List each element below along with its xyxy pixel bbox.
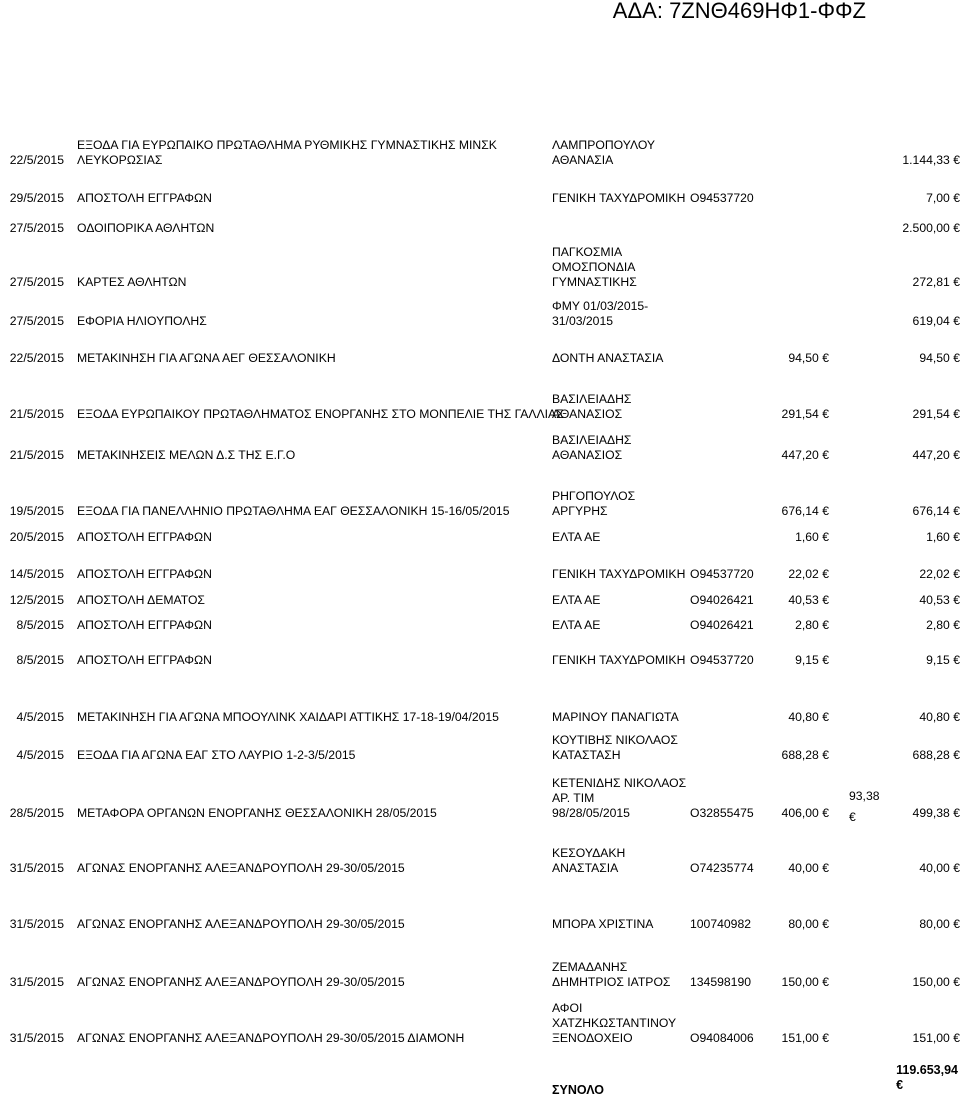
row-total-line: 2,80 € (926, 618, 960, 632)
row-amount-line: 1,60 € (795, 530, 829, 544)
row-date (0, 530, 64, 545)
row-document-number (690, 653, 754, 668)
row-total (913, 748, 960, 763)
row-payee (552, 245, 637, 290)
row-description-line: ΟΔΟΙΠΟΡΙΚΑ ΑΘΛΗΤΩΝ (77, 221, 215, 235)
grand-total-currency: € (896, 1078, 904, 1092)
row-payee-line: ΜΑΡΙΝΟΥ ΠΑΝΑΓΙΩΤΑ (552, 710, 679, 724)
row-payee-line: ΓΕΝΙΚΗ ΤΑΧΥΔΡΟΜΙΚΗ (552, 653, 686, 667)
row-total-line: 40,53 € (919, 593, 960, 607)
row-total-line: 2.500,00 € (902, 221, 960, 235)
row-total (919, 917, 960, 932)
row-description (77, 806, 437, 821)
row-description-line: ΜΕΤΑΚΙΝΗΣΗ ΓΙΑ ΑΓΩΝΑ ΑΕΓ ΘΕΣΣΑΛΟΝΙΚΗ (77, 351, 336, 365)
row-description (77, 975, 405, 990)
row-amount-line: 40,80 € (788, 710, 829, 724)
row-date-line: 14/5/2015 (9, 567, 64, 581)
row-description (77, 653, 212, 668)
row-amount (788, 710, 829, 725)
row-description (77, 530, 212, 545)
row-amount (795, 653, 829, 668)
row-amount (782, 1031, 829, 1046)
row-date-line: 8/5/2015 (16, 653, 64, 667)
row-document-number (690, 917, 751, 932)
row-description-line: ΑΓΩΝΑΣ ΕΝΟΡΓΑΝΗΣ ΑΛΕΞΑΝΔΡΟΥΠΟΛΗ 29-30/05/2015 (77, 975, 405, 989)
row-payee (552, 351, 663, 366)
row-payee-line: ΒΑΣΙΛΕΙΑΔΗΣ (552, 433, 632, 447)
row-total-line: 676,14 € (912, 504, 960, 518)
row-payee (552, 593, 600, 608)
row-payee-line: ΕΛΤΑ ΑΕ (552, 530, 601, 544)
row-amount (795, 618, 829, 633)
row-payee-line: ΟΜΟΣΠΟΝΔΙΑ (552, 260, 636, 274)
row-total (926, 618, 960, 633)
row-payee-line: ΓΕΝΙΚΗ ΤΑΧΥΔΡΟΜΙΚΗ (552, 567, 686, 581)
row-document-number-line: Ο94026421 (690, 593, 754, 607)
row-date (0, 653, 64, 668)
row-total-line: 151,00 € (912, 1031, 960, 1045)
row-payee-line: ΔΗΜΗΤΡΙΟΣ ΙΑΤΡΟΣ (552, 975, 671, 989)
row-date-line: 21/5/2015 (9, 448, 64, 462)
row-document-number (690, 975, 751, 990)
row-payee (552, 392, 631, 422)
row-document-number-line: Ο94026421 (690, 618, 754, 632)
row-description (77, 191, 212, 206)
row-total-line: 22,02 € (919, 567, 960, 581)
row-description (77, 567, 212, 582)
row-description-line: ΕΦΟΡΙΑ ΗΛΙΟΥΠΟΛΗΣ (77, 314, 207, 328)
row-payee-line: ΛΑΜΠΡΟΠΟΥΛΟΥ (552, 138, 656, 152)
row-description-line: ΑΠΟΣΤΟΛΗ ΕΓΓΡΑΦΩΝ (77, 653, 212, 667)
row-document-number (690, 861, 754, 876)
grand-total-value (896, 1063, 958, 1093)
row-amount-line: 40,53 € (788, 593, 829, 607)
row-total (913, 1031, 960, 1046)
row-payee-line: ΦΜΥ 01/03/2015- (552, 299, 649, 313)
row-total-line: 94,50 € (919, 351, 960, 365)
row-description-line: ΛΕΥΚΟΡΩΣΙΑΣ (77, 153, 163, 167)
row-payee-line: ΕΛΤΑ ΑΕ (552, 618, 601, 632)
row-document-number-line: Ο94537720 (690, 567, 754, 581)
row-total (913, 314, 960, 329)
row-amount-line: 9,15 € (795, 653, 829, 667)
row-payee-line: ΑΡΓΥΡΗΣ (552, 504, 608, 518)
row-date (0, 975, 64, 990)
row-description (77, 917, 405, 932)
row-payee-line: ΑΘΑΝΑΣΙΟΣ (552, 448, 623, 462)
row-date (0, 275, 64, 290)
row-payee-line: ΔΟΝΤΗ ΑΝΑΣΤΑΣΙΑ (552, 351, 664, 365)
row-total (919, 567, 960, 582)
row-description-line: ΑΠΟΣΤΟΛΗ ΕΓΓΡΑΦΩΝ (77, 191, 212, 205)
row-payee (552, 191, 685, 206)
row-date-line: 27/5/2015 (9, 275, 64, 289)
row-description-line: ΑΓΩΝΑΣ ΕΝΟΡΓΑΝΗΣ ΑΛΕΞΑΝΔΡΟΥΠΟΛΗ 29-30/05/2015 (77, 917, 405, 931)
row-amount (788, 567, 829, 582)
row-amount-line: 406,00 € (781, 806, 829, 820)
row-payee (552, 138, 655, 168)
row-total-line: 619,04 € (912, 314, 960, 328)
row-amount-line: 40,00 € (788, 861, 829, 875)
row-payee (552, 299, 648, 329)
row-description-line: ΕΞΟΔΑ ΕΥΡΩΠΑΙΚΟΥ ΠΡΩΤΑΘΛΗΜΑΤΟΣ ΕΝΟΡΓΑΝΗΣ ΣΤΟ ΜΟΝΠΕΛΙΕ ΤΗΣ ΓΑΛΛΙΑΣ (77, 407, 564, 421)
row-description-line: ΕΞΟΔΑ ΓΙΑ ΑΓΩΝΑ ΕΑΓ ΣΤΟ ΛΑΥΡΙΟ 1-2-3/5/2015 (77, 748, 356, 762)
row-payee-line: ΑΦΟΙ (552, 1001, 583, 1015)
row-date (0, 1031, 64, 1046)
row-date-line: 22/5/2015 (9, 153, 64, 167)
row-description-line: ΕΞΟΔΑ ΓΙΑ ΕΥΡΩΠΑΙΚΟ ΠΡΩΤΑΘΛΗΜΑ ΡΥΘΜΙΚΗΣ ΓΥΜΝΑΣΤΙΚΗΣ ΜΙΝΣΚ (77, 138, 497, 152)
row-date (0, 407, 64, 422)
row-description (77, 351, 336, 366)
row-date (0, 567, 64, 582)
row-payee-line: ΑΡ. ΤΙΜ (552, 791, 595, 805)
row-description-line: ΜΕΤΑΚΙΝΗΣΗ ΓΙΑ ΑΓΩΝΑ ΜΠΟΟΥΛΙΝΚ ΧΑΙΔΑΡΙ ΑΤΤΙΚΗΣ 17-18-19/04/2015 (77, 710, 499, 724)
row-payee (552, 618, 600, 633)
row-payee-line: ΖΕΜΑΔΑΝΗΣ (552, 960, 628, 974)
row-description-line: ΑΠΟΣΤΟΛΗ ΔΕΜΑΤΟΣ (77, 593, 205, 607)
row-total-line: 291,54 € (912, 407, 960, 421)
row-total-line: 1.144,33 € (902, 153, 960, 167)
row-amount (782, 504, 829, 519)
row-total-line: 40,00 € (919, 861, 960, 875)
ada-code: ΑΔΑ: 7ΖΝΘ469ΗΦ1-ΦΦΖ (612, 0, 866, 23)
row-payee (552, 917, 653, 932)
row-total (919, 861, 960, 876)
row-description (77, 1031, 464, 1046)
row-date (0, 221, 64, 236)
row-payee-line: ΑΝΑΣΤΑΣΙΑ (552, 861, 619, 875)
row-total (926, 530, 960, 545)
row-amount (788, 593, 829, 608)
grand-total-label: ΣΥΝΟΛΟ (552, 1083, 604, 1097)
row-payee (552, 653, 685, 668)
row-document-number (690, 1031, 754, 1046)
row-total-line: 7,00 € (926, 191, 960, 205)
row-total (913, 407, 960, 422)
row-date (0, 917, 64, 932)
row-amount-line: 150,00 € (781, 975, 829, 989)
row-description-line: ΑΓΩΝΑΣ ΕΝΟΡΓΑΝΗΣ ΑΛΕΞΑΝΔΡΟΥΠΟΛΗ 29-30/05/2015 (77, 861, 405, 875)
row-total (913, 975, 960, 990)
row-description (77, 314, 207, 329)
row-date-line: 19/5/2015 (9, 504, 64, 518)
row-date (0, 191, 64, 206)
row-date (0, 153, 64, 168)
row-amount-line: 94,50 € (788, 351, 829, 365)
row-payee (552, 567, 685, 582)
row-payee (552, 489, 635, 519)
row-amount (788, 861, 829, 876)
row-document-number-line: Ο74235774 (690, 861, 754, 875)
row-payee-line: ΕΛΤΑ ΑΕ (552, 593, 601, 607)
row-total (919, 351, 960, 366)
row-date (0, 593, 64, 608)
row-date-line: 31/5/2015 (9, 975, 64, 989)
row-amount (782, 748, 829, 763)
row-document-number (690, 806, 754, 821)
row-payee (552, 1001, 676, 1046)
row-total-line: 499,38 € (912, 806, 960, 820)
row-document-number-line: Ο32855475 (690, 806, 754, 820)
row-payee-line: ΧΑΤΖΗΚΩΣΤΑΝΤΙΝΟΥ (552, 1016, 677, 1030)
row-total-line: 150,00 € (912, 975, 960, 989)
row-description (77, 275, 186, 290)
row-description-line: ΑΠΟΣΤΟΛΗ ΕΓΓΡΑΦΩΝ (77, 530, 212, 544)
row-amount (782, 448, 829, 463)
row-description-line: ΜΕΤΑΦΟΡΑ ΟΡΓΑΝΩΝ ΕΝΟΡΓΑΝΗΣ ΘΕΣΣΑΛΟΝΙΚΗ 28/05/2015 (77, 806, 437, 820)
row-payee-line: ΠΑΓΚΟΣΜΙΑ (552, 245, 623, 259)
row-description-line: ΑΠΟΣΤΟΛΗ ΕΓΓΡΑΦΩΝ (77, 567, 212, 581)
row-date-line: 12/5/2015 (9, 593, 64, 607)
row-total-line: 688,28 € (912, 748, 960, 762)
row-date-line: 31/5/2015 (9, 1031, 64, 1045)
row-amount-line: 291,54 € (781, 407, 829, 421)
row-payee (552, 776, 686, 821)
row-total-line: 80,00 € (919, 917, 960, 931)
row-payee (552, 710, 679, 725)
row-description (77, 593, 205, 608)
row-description (77, 221, 214, 236)
row-description (77, 861, 405, 876)
row-description (77, 618, 212, 633)
row-payee-line: ΓΥΜΝΑΣΤΙΚΗΣ (552, 275, 637, 289)
row-amount (782, 806, 829, 821)
row-date (0, 748, 64, 763)
row-date-line: 28/5/2015 (9, 806, 64, 820)
row-date-line: 22/5/2015 (9, 351, 64, 365)
row-document-number-line: Ο94084006 (690, 1031, 754, 1045)
row-total (902, 221, 960, 236)
row-total-line: 9,15 € (926, 653, 960, 667)
row-document-number-line: Ο94537720 (690, 653, 754, 667)
row-total-line: 447,20 € (912, 448, 960, 462)
row-amount-line: 80,00 € (788, 917, 829, 931)
row-payee (552, 733, 678, 763)
row-document-number (690, 567, 754, 582)
row-total (926, 653, 960, 668)
row-amount-line: 447,20 € (781, 448, 829, 462)
row-date (0, 806, 64, 821)
row-payee-line: ΚΕΤΕΝΙΔΗΣ ΝΙΚΟΛΑΟΣ (552, 776, 687, 790)
row-description (77, 407, 564, 422)
row-total (913, 806, 960, 821)
row-date-line: 29/5/2015 (9, 191, 64, 205)
row-payee-line: 31/03/2015 (552, 314, 613, 328)
row-description (77, 710, 499, 725)
row-date-line: 4/5/2015 (16, 710, 64, 724)
row-document-number (690, 593, 754, 608)
row-extra-amount-line: € (849, 810, 856, 824)
row-payee (552, 960, 670, 990)
row-payee-line: ΡΗΓΟΠΟΥΛΟΣ (552, 489, 636, 503)
row-date (0, 504, 64, 519)
row-payee-line: ΚΑΤΑΣΤΑΣΗ (552, 748, 621, 762)
row-amount-line: 688,28 € (781, 748, 829, 762)
row-amount-line: 151,00 € (781, 1031, 829, 1045)
row-description-line: ΜΕΤΑΚΙΝΗΣΕΙΣ ΜΕΛΩΝ Δ.Σ ΤΗΣ Ε.Γ.Ο (77, 448, 296, 462)
row-date (0, 618, 64, 633)
row-date (0, 448, 64, 463)
row-total (913, 275, 960, 290)
row-amount-line: 22,02 € (788, 567, 829, 581)
row-document-number (690, 618, 754, 633)
row-amount (782, 407, 829, 422)
row-date-line: 27/5/2015 (9, 314, 64, 328)
row-payee (552, 846, 625, 876)
row-description (77, 448, 295, 463)
row-description-line: ΑΓΩΝΑΣ ΕΝΟΡΓΑΝΗΣ ΑΛΕΞΑΝΔΡΟΥΠΟΛΗ 29-30/05/2015 ΔΙΑΜΟΝΗ (77, 1031, 465, 1045)
row-amount-line: 676,14 € (781, 504, 829, 518)
row-total-line: 40,80 € (919, 710, 960, 724)
row-total (902, 153, 960, 168)
row-date (0, 861, 64, 876)
row-description-line: ΚΑΡΤΕΣ ΑΘΛΗΤΩΝ (77, 275, 187, 289)
row-date (0, 710, 64, 725)
row-document-number-line: 134598190 (690, 975, 752, 989)
row-date-line: 8/5/2015 (16, 618, 64, 632)
row-date-line: 31/5/2015 (9, 917, 64, 931)
row-date (0, 314, 64, 329)
row-payee-line: ΓΕΝΙΚΗ ΤΑΧΥΔΡΟΜΙΚΗ (552, 191, 686, 205)
row-payee (552, 530, 600, 545)
row-date-line: 21/5/2015 (9, 407, 64, 421)
row-document-number (690, 191, 754, 206)
row-document-number-line: 100740982 (690, 917, 752, 931)
row-extra-amount (849, 789, 880, 825)
row-payee-line: ΒΑΣΙΛΕΙΑΔΗΣ (552, 392, 632, 406)
row-amount (795, 530, 829, 545)
row-description (77, 504, 510, 519)
row-date-line: 20/5/2015 (9, 530, 64, 544)
grand-total-amount: 119.653,94 (896, 1063, 958, 1077)
row-payee-line: 98/28/05/2015 (552, 806, 630, 820)
row-date-line: 4/5/2015 (16, 748, 64, 762)
row-extra-amount-line: 93,38 (849, 789, 880, 803)
row-payee-line: ΞΕΝΟΔΟΧΕΙΟ (552, 1031, 633, 1045)
row-payee-line: ΑΘΑΝΑΣΙΑ (552, 153, 614, 167)
row-amount (782, 975, 829, 990)
row-payee-line: ΚΟΥΤΙΒΗΣ ΝΙΚΟΛΑΟΣ (552, 733, 678, 747)
row-total-line: 1,60 € (926, 530, 960, 544)
row-description-line: ΑΠΟΣΤΟΛΗ ΕΓΓΡΑΦΩΝ (77, 618, 212, 632)
row-description (77, 138, 497, 168)
row-payee-line: ΚΕΣΟΥΔΑΚΗ (552, 846, 626, 860)
row-date-line: 31/5/2015 (9, 861, 64, 875)
row-amount-line: 2,80 € (795, 618, 829, 632)
row-payee (552, 433, 631, 463)
row-total (913, 448, 960, 463)
row-description-line: ΕΞΟΔΑ ΓΙΑ ΠΑΝΕΛΛΗΝΙΟ ΠΡΩΤΑΘΛΗΜΑ ΕΑΓ ΘΕΣΣΑΛΟΝΙΚΗ 15-16/05/2015 (77, 504, 510, 518)
row-total (919, 593, 960, 608)
row-date (0, 351, 64, 366)
row-total (913, 504, 960, 519)
row-total (926, 191, 960, 206)
row-total-line: 272,81 € (912, 275, 960, 289)
row-date-line: 27/5/2015 (9, 221, 64, 235)
row-payee-line: ΑΘΑΝΑΣΙΟΣ (552, 407, 623, 421)
row-description (77, 748, 355, 763)
row-amount (788, 351, 829, 366)
row-payee-line: ΜΠΟΡΑ ΧΡΙΣΤΙΝΑ (552, 917, 654, 931)
row-total (919, 710, 960, 725)
row-document-number-line: Ο94537720 (690, 191, 754, 205)
row-amount (788, 917, 829, 932)
